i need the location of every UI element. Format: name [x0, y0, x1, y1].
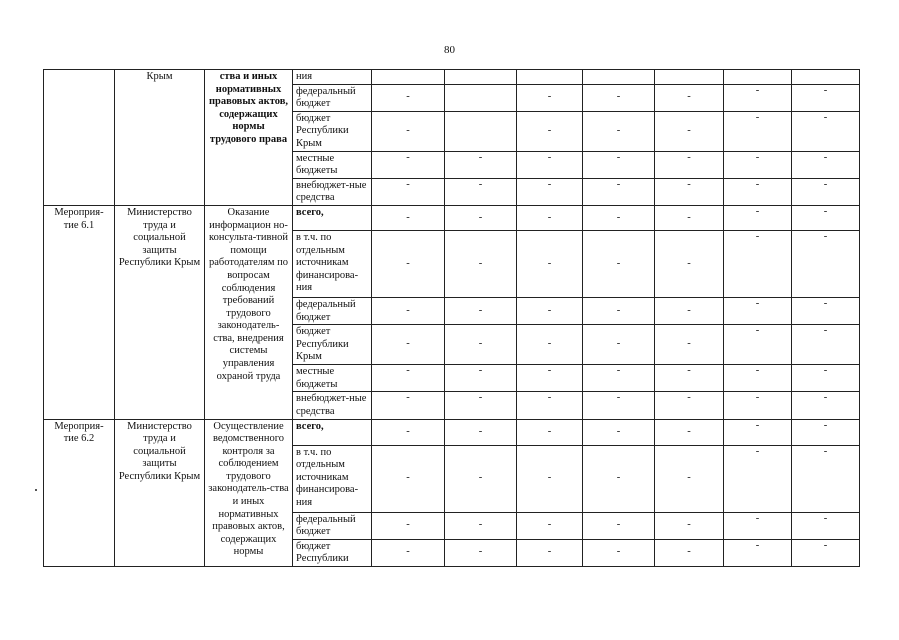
- value-cell: -: [372, 392, 445, 419]
- value-cell: -: [655, 151, 724, 178]
- value-cell: -: [792, 230, 860, 297]
- source-cell: внебюджет-ные средства: [293, 392, 372, 419]
- value-cell: -: [655, 365, 724, 392]
- source-cell: федеральный бюджет: [293, 297, 372, 324]
- value-cell: -: [724, 365, 792, 392]
- value-cell: -: [372, 205, 445, 230]
- source-cell: всего,: [293, 419, 372, 445]
- value-cell: -: [724, 230, 792, 297]
- table-row: [44, 70, 860, 85]
- value-cell: [445, 84, 517, 111]
- source-cell: бюджет Республики: [293, 539, 372, 566]
- scan-speck: [35, 489, 37, 491]
- value-cell: -: [792, 205, 860, 230]
- value-cell: -: [655, 539, 724, 566]
- source-cell: всего,: [293, 205, 372, 230]
- executor-cell: Министерство труда и социальной защиты Республики Крым: [115, 205, 205, 419]
- value-cell: -: [583, 84, 655, 111]
- value-cell: -: [372, 365, 445, 392]
- value-cell: -: [445, 178, 517, 205]
- value-cell: -: [372, 178, 445, 205]
- value-cell: -: [792, 512, 860, 539]
- value-cell: -: [517, 178, 583, 205]
- value-cell: -: [792, 365, 860, 392]
- value-cell: -: [517, 84, 583, 111]
- executor-cell: Крым: [115, 70, 205, 206]
- value-cell: -: [517, 365, 583, 392]
- value-cell: -: [445, 230, 517, 297]
- content-cell: Осуществление ведомственного контроля за соблюдением трудового законодатель-ства и иных нормативных правовых актов, содержащих нормы: [205, 419, 293, 566]
- value-cell: -: [583, 392, 655, 419]
- value-cell: -: [724, 512, 792, 539]
- measure-cell: [44, 70, 115, 206]
- value-cell: -: [445, 445, 517, 512]
- value-cell: -: [655, 84, 724, 111]
- value-cell: -: [655, 512, 724, 539]
- source-cell: федеральный бюджет: [293, 84, 372, 111]
- value-cell: -: [724, 419, 792, 445]
- value-cell: -: [655, 392, 724, 419]
- value-cell: -: [655, 445, 724, 512]
- value-cell: [517, 70, 583, 85]
- value-cell: -: [445, 512, 517, 539]
- value-cell: -: [792, 297, 860, 324]
- value-cell: [372, 70, 445, 85]
- value-cell: -: [655, 205, 724, 230]
- value-cell: -: [445, 205, 517, 230]
- content-cell: ства и иных нормативных правовых актов, содержащих нормы трудового права: [205, 70, 293, 206]
- value-cell: -: [517, 325, 583, 365]
- value-cell: -: [724, 297, 792, 324]
- value-cell: -: [724, 392, 792, 419]
- value-cell: -: [517, 230, 583, 297]
- value-cell: -: [792, 178, 860, 205]
- value-cell: -: [517, 205, 583, 230]
- value-cell: -: [583, 151, 655, 178]
- value-cell: [583, 70, 655, 85]
- value-cell: -: [583, 325, 655, 365]
- value-cell: -: [792, 325, 860, 365]
- value-cell: -: [792, 151, 860, 178]
- source-cell: внебюджет-ные средства: [293, 178, 372, 205]
- value-cell: -: [655, 419, 724, 445]
- value-cell: -: [655, 297, 724, 324]
- page-number: 80: [444, 44, 455, 56]
- measure-cell: Мероприя-тие 6.2: [44, 419, 115, 566]
- value-cell: -: [724, 445, 792, 512]
- value-cell: -: [583, 205, 655, 230]
- value-cell: -: [517, 512, 583, 539]
- value-cell: -: [372, 512, 445, 539]
- value-cell: -: [372, 230, 445, 297]
- value-cell: -: [655, 230, 724, 297]
- value-cell: -: [517, 111, 583, 151]
- value-cell: [792, 70, 860, 85]
- value-cell: -: [517, 151, 583, 178]
- value-cell: -: [792, 84, 860, 111]
- value-cell: -: [583, 178, 655, 205]
- value-cell: -: [372, 419, 445, 445]
- value-cell: [724, 70, 792, 85]
- value-cell: -: [445, 325, 517, 365]
- value-cell: [445, 111, 517, 151]
- value-cell: -: [583, 419, 655, 445]
- value-cell: -: [724, 539, 792, 566]
- value-cell: -: [372, 111, 445, 151]
- source-cell: местные бюджеты: [293, 151, 372, 178]
- value-cell: -: [724, 205, 792, 230]
- value-cell: -: [792, 111, 860, 151]
- measure-cell: Мероприя-тие 6.1: [44, 205, 115, 419]
- value-cell: [445, 70, 517, 85]
- value-cell: -: [583, 230, 655, 297]
- value-cell: -: [372, 539, 445, 566]
- value-cell: -: [445, 151, 517, 178]
- value-cell: -: [583, 297, 655, 324]
- value-cell: -: [724, 151, 792, 178]
- value-cell: -: [792, 392, 860, 419]
- content-cell: Оказание информацион но-консульта-тивной помощи работодателям по вопросам соблюдения требований трудового законодатель-ства, внедрения системы управления охраной труда: [205, 205, 293, 419]
- value-cell: -: [372, 151, 445, 178]
- source-cell: бюджет Республики Крым: [293, 111, 372, 151]
- value-cell: -: [517, 297, 583, 324]
- value-cell: -: [583, 445, 655, 512]
- source-cell: в т.ч. по отдельным источникам финансирова-ния: [293, 445, 372, 512]
- value-cell: -: [724, 84, 792, 111]
- value-cell: -: [792, 419, 860, 445]
- value-cell: -: [372, 297, 445, 324]
- value-cell: -: [655, 178, 724, 205]
- value-cell: -: [724, 325, 792, 365]
- value-cell: -: [517, 392, 583, 419]
- value-cell: -: [372, 84, 445, 111]
- value-cell: -: [445, 392, 517, 419]
- value-cell: -: [372, 445, 445, 512]
- value-cell: -: [724, 178, 792, 205]
- value-cell: -: [372, 325, 445, 365]
- value-cell: -: [583, 111, 655, 151]
- source-cell: бюджет Республики Крым: [293, 325, 372, 365]
- table-row: [44, 419, 860, 445]
- source-cell: в т.ч. по отдельным источникам финансирова-ния: [293, 230, 372, 297]
- source-cell: федеральный бюджет: [293, 512, 372, 539]
- value-cell: -: [517, 419, 583, 445]
- value-cell: -: [655, 325, 724, 365]
- value-cell: -: [655, 111, 724, 151]
- value-cell: [655, 70, 724, 85]
- value-cell: -: [792, 539, 860, 566]
- executor-cell: Министерство труда и социальной защиты Республики Крым: [115, 419, 205, 566]
- value-cell: -: [445, 539, 517, 566]
- value-cell: -: [583, 365, 655, 392]
- funding-table: [43, 69, 860, 567]
- value-cell: -: [517, 445, 583, 512]
- value-cell: -: [445, 297, 517, 324]
- value-cell: -: [724, 111, 792, 151]
- value-cell: -: [583, 539, 655, 566]
- source-cell: ния: [293, 70, 372, 85]
- value-cell: -: [583, 512, 655, 539]
- value-cell: -: [445, 365, 517, 392]
- value-cell: -: [792, 445, 860, 512]
- value-cell: -: [445, 419, 517, 445]
- table-row: [44, 205, 860, 230]
- source-cell: местные бюджеты: [293, 365, 372, 392]
- value-cell: -: [517, 539, 583, 566]
